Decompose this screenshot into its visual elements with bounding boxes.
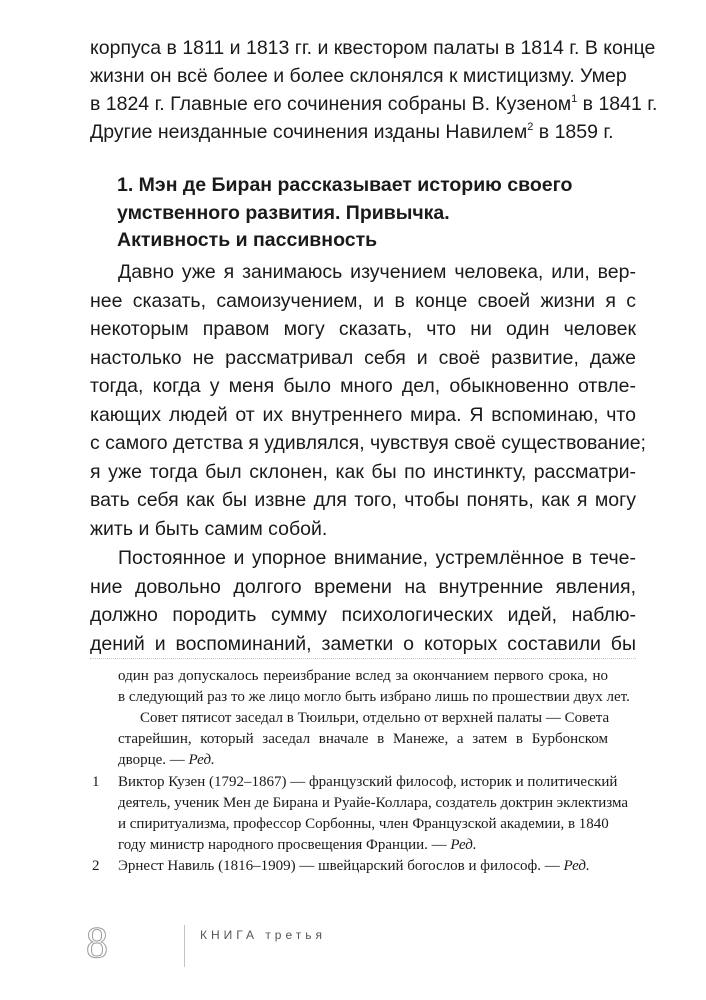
page-number: 8 [86,918,108,967]
editor-mark: Ред. [450,837,477,853]
section-heading: 1. Мэн де Биран рассказывает историю своего умственного развития. Привычка. Активность и пассивность [117,174,573,251]
footnote-number-2: 2 [92,858,100,874]
intro-line: в 1824 г. Главные его сочинения собраны В. Кузеном$^1$ в 1841 г. [90,93,658,115]
footnote-senate: Совет пятисот заседал в Тюильри, отдельно от верхней палаты — Совета старейшин, который заседал вначале в Манеже, а затем в Бурбонском дворце. — Ред. [118,710,610,768]
intro-paragraph [90,34,658,146]
intro-line: корпуса в 1811 и 1813 гг. и квестором палаты в 1814 г. В конце [90,37,656,59]
footer-divider [184,925,185,967]
footnote-ref-1: 1 [571,93,578,105]
footnote-number-1: 1 [92,774,100,790]
footnote-divider [90,658,636,659]
running-head: КНИГА третья [200,928,327,942]
body-paragraph-1: Давно уже я занимаюсь изучением человека, или, вер- нее сказать, самоизучением, и в конце своей жизни я с некоторым правом могу сказать, что ни один человек настолько не рассматривал себя и своё развитие, даже тогда, когда у меня было много дел, обыкновенно отвле- кающих людей от их внутреннего мира. Я вспоминаю, что с самого детства я удивлялся, чувствуя своё существование; я уже тогда был склонен, как бы по инстинкту, рассматри- вать себя как бы извне для того, чтобы понять, как я могу жить и быть самим собой. [90,261,646,540]
footnote-1: Виктор Кузен (1792–1867) — французский философ, историк и политический деятель, ученик Мен де Бирана и Руайе-Коллара, создатель доктрин эклектизма и спиритуализма, профессор Сорбонны, член Французской академии, в 1840 году министр народного просвещения Франции. — Ред. [118,774,629,853]
body-paragraph-2: Постоянное и упорное внимание, устремлённое в тече- ние довольно долгого времени на внутренние явления, должно породить сумму психологических идей, наблю- дений и воспоминаний, заметки о которых составили бы [90,547,636,655]
footnote-2: Эрнест Навиль (1816–1909) — швейцарский богослов и философ. — Ред. [118,858,590,874]
footnote-continued: один раз допускалось переизбрание вслед за окончанием первого срока, но в следующий раз то же лицо могло быть избрано лишь по прошествии двух лет. [118,668,630,705]
editor-mark: Ред. [563,858,590,874]
footnote-ref-2: 2 [527,121,534,133]
intro-line: жизни он всё более и более склонялся к мистицизму. Умер [90,65,627,87]
editor-mark: Ред. [188,752,215,768]
intro-line: Другие неизданные сочинения изданы Навилем$^2$ в 1859 г. [90,121,614,143]
